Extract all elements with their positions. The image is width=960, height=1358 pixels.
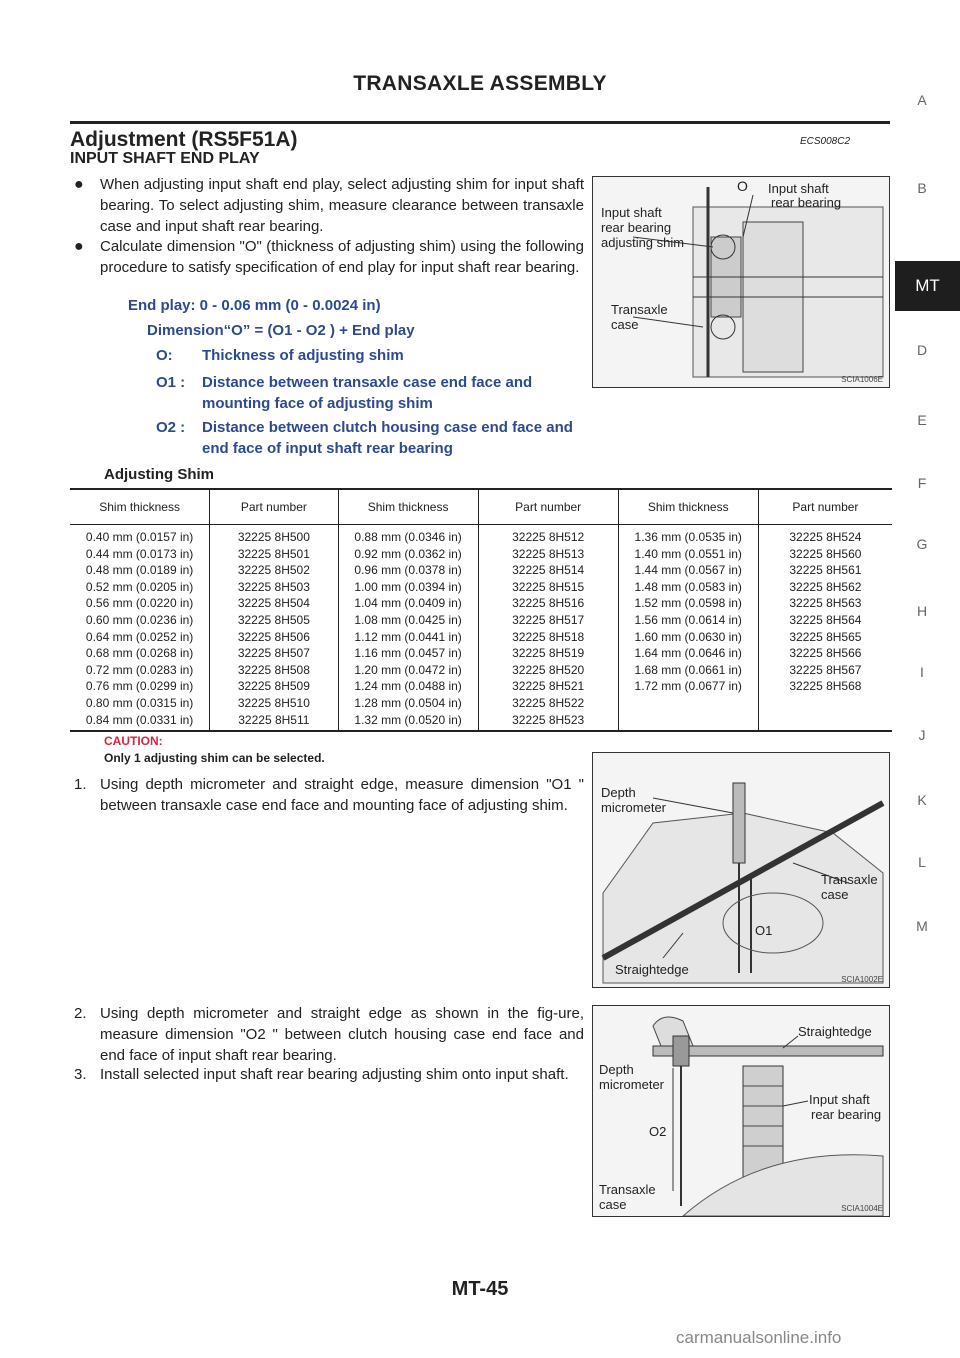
- page-header-title: TRANSAXLE ASSEMBLY: [353, 72, 607, 95]
- table-cell: 32225 8H508: [237, 662, 310, 677]
- fig3-label: Transaxle: [599, 1182, 656, 1197]
- figure-id: SCIA1004E: [841, 1204, 883, 1213]
- def-key: O2 :: [156, 419, 186, 436]
- adjusting-shim-table: [70, 488, 892, 732]
- table-cell: 32225 8H505: [237, 612, 310, 627]
- table-cell: 32225 8H513: [512, 546, 585, 561]
- table-cell: 32225 8H519: [512, 646, 585, 661]
- table-header: Shim thickness: [618, 489, 758, 525]
- table-cell: 32225 8H564: [789, 612, 862, 627]
- fig3-label: Straightedge: [798, 1024, 872, 1039]
- table-cell: 32225 8H517: [512, 612, 585, 627]
- step-number: 2.: [74, 1005, 87, 1022]
- table-cell: 0.56 mm (0.0220 in): [85, 596, 194, 611]
- fig2-label: O1: [755, 923, 773, 938]
- table-cell: 0.96 mm (0.0378 in): [354, 563, 462, 578]
- table-cell: 32225 8H566: [789, 646, 862, 661]
- spec-formula: Dimension“O” = (O1 - O2 ) + End play: [147, 322, 415, 339]
- fig2-label: Transaxle: [821, 872, 878, 887]
- side-tab-l[interactable]: L: [918, 854, 926, 870]
- table-cell: 32225 8H503: [237, 579, 310, 594]
- header-rule: [70, 121, 890, 124]
- table-cell: 1.36 mm (0.0535 in): [634, 530, 742, 544]
- table-cell: 32225 8H560: [789, 546, 862, 561]
- figure-id: SCIA1006E: [841, 375, 883, 384]
- step-text: Install selected input shaft rear bearing adjusting shim onto input shaft.: [100, 1066, 569, 1083]
- fig2-label: Depth: [601, 785, 636, 800]
- table-cell: 1.72 mm (0.0677 in): [634, 679, 742, 694]
- table-cell: 32225 8H514: [512, 563, 585, 578]
- table-cell: 32225 8H561: [789, 563, 862, 578]
- side-tab-d[interactable]: D: [916, 342, 928, 358]
- figure-measure-o2: [592, 1005, 890, 1217]
- table-row: [70, 525, 892, 732]
- table-cell: 1.44 mm (0.0567 in): [634, 563, 742, 578]
- table-cell: 32225 8H511: [238, 712, 310, 727]
- step-item: [74, 774, 584, 816]
- figure-2-illustration: [593, 753, 889, 987]
- fig1-label: rear bearing: [601, 220, 672, 235]
- table-cell: 32225 8H512: [512, 530, 585, 544]
- side-tab-a[interactable]: A: [917, 92, 927, 108]
- fig1-label: rear bearing: [771, 195, 842, 210]
- step-number: 3.: [74, 1066, 87, 1083]
- table-cell: 1.40 mm (0.0551 in): [634, 546, 742, 561]
- bullet-dot-icon: ●: [74, 238, 84, 255]
- bullet-text: When adjusting input shaft end play, select adjusting shim for input shaft bearing. To select adjusting shim, measure clearance between transaxle case and input shaft rear bearing.: [100, 176, 584, 235]
- table-cell: 32225 8H506: [237, 629, 310, 644]
- fig2-label: case: [821, 887, 849, 902]
- side-tab-i[interactable]: I: [920, 664, 924, 680]
- table-cell: 32225 8H515: [512, 579, 585, 594]
- column-values: [760, 529, 891, 695]
- table-cell: 0.48 mm (0.0189 in): [85, 563, 194, 578]
- side-tab-f[interactable]: F: [917, 475, 927, 491]
- table-cell: 1.56 mm (0.0614 in): [634, 612, 742, 627]
- table-cell-column: [210, 525, 338, 732]
- fig3-label: Depth: [599, 1062, 634, 1077]
- table-header: Shim thickness: [338, 489, 478, 525]
- table-cell: 0.64 mm (0.0252 in): [85, 629, 194, 644]
- table-cell: 32225 8H521: [512, 679, 585, 694]
- table-cell: 32225 8H509: [237, 679, 310, 694]
- table-cell: 32225 8H518: [512, 629, 585, 644]
- table-cell: 32225 8H523: [512, 712, 585, 727]
- table-cell: 0.76 mm (0.0299 in): [85, 679, 194, 694]
- table-cell: 32225 8H568: [789, 679, 862, 694]
- side-tab-mt[interactable]: MT: [895, 261, 960, 311]
- table-cell: 32225 8H562: [789, 579, 862, 594]
- table-cell: 1.20 mm (0.0472 in): [354, 662, 462, 677]
- spec-end-play: End play: 0 - 0.06 mm (0 - 0.0024 in): [128, 297, 381, 314]
- spec-def-row: [0, 347, 600, 367]
- spec-def-row: [0, 417, 600, 459]
- figure-measure-o1: [592, 752, 890, 988]
- table-header: Part number: [758, 489, 892, 525]
- table-cell: 0.52 mm (0.0205 in): [85, 579, 194, 594]
- table-header-row: [70, 489, 892, 525]
- def-key: O1 :: [156, 374, 186, 391]
- table-cell: 1.24 mm (0.0488 in): [354, 679, 462, 694]
- table-cell: 1.00 mm (0.0394 in): [354, 579, 462, 594]
- caution-text: Only 1 adjusting shim can be selected.: [104, 751, 325, 765]
- table-cell: 1.12 mm (0.0441 in): [354, 629, 462, 644]
- def-value: Distance between transaxle case end face and mounting face of adjusting shim: [202, 374, 533, 412]
- table-cell: 32225 8H507: [237, 646, 310, 661]
- table-cell: 1.32 mm (0.0520 in): [354, 712, 462, 727]
- table-cell: 32225 8H567: [789, 662, 862, 677]
- table-cell: 32225 8H522: [512, 695, 585, 710]
- fig3-label: case: [599, 1197, 627, 1212]
- def-value: Distance between clutch housing case end face and end face of input shaft rear bearing: [202, 419, 573, 457]
- table-cell-column: [338, 525, 478, 732]
- table-cell: 0.80 mm (0.0315 in): [85, 695, 194, 710]
- bullet-item: [74, 236, 584, 278]
- table-header: Part number: [478, 489, 618, 525]
- table-cell: 1.64 mm (0.0646 in): [634, 646, 742, 661]
- table-cell: 32225 8H510: [237, 695, 310, 710]
- side-tab-e[interactable]: E: [917, 412, 927, 428]
- bullet-item: [74, 174, 584, 237]
- table-header: Shim thickness: [70, 489, 210, 525]
- table-cell: 0.44 mm (0.0173 in): [85, 546, 194, 561]
- column-values: [620, 529, 757, 695]
- fig1-label: Input shaft: [768, 181, 829, 196]
- fig1-label: O: [737, 178, 748, 194]
- fig3-label: O2: [649, 1124, 667, 1139]
- step-text: Using depth micrometer and straight edge as shown in the fig-ure, measure dimension "O2 " between clutch housing case end face and end face of input shaft rear bearing.: [100, 1005, 584, 1064]
- fig2-label: micrometer: [601, 800, 667, 815]
- side-tab-g[interactable]: G: [916, 536, 928, 552]
- table-cell: 0.84 mm (0.0331 in): [85, 712, 194, 727]
- fig1-label: case: [611, 317, 639, 332]
- table-cell: 1.68 mm (0.0661 in): [634, 662, 742, 677]
- table-cell: 32225 8H520: [512, 662, 585, 677]
- table-cell: 1.52 mm (0.0598 in): [634, 596, 742, 611]
- table-cell: 32225 8H501: [237, 546, 310, 561]
- fig3-label: rear bearing: [811, 1107, 882, 1122]
- table-cell: 32225 8H516: [512, 596, 585, 611]
- spec-def-row: [0, 372, 600, 414]
- bullet-dot-icon: ●: [74, 176, 84, 193]
- table-cell-column: [758, 525, 892, 732]
- table-cell: 32225 8H524: [789, 530, 862, 544]
- side-tab-m[interactable]: M: [916, 918, 928, 934]
- table-cell-column: [618, 525, 758, 732]
- fig1-label: Transaxle: [611, 302, 668, 317]
- column-values: [211, 529, 336, 728]
- table-cell: 1.16 mm (0.0457 in): [354, 646, 462, 661]
- fig1-label: Input shaft: [601, 205, 662, 220]
- step-item: [74, 1003, 584, 1066]
- table-cell: 0.60 mm (0.0236 in): [85, 612, 194, 627]
- caution-title: CAUTION:: [104, 734, 163, 748]
- fig2-label: Straightedge: [615, 962, 689, 977]
- step-text: Using depth micrometer and straight edge, measure dimension "O1 " between transaxle case end face and mounting face of adjusting shim.: [100, 776, 584, 814]
- side-tab-k[interactable]: K: [917, 792, 927, 808]
- side-tab-h[interactable]: H: [916, 603, 928, 619]
- table-cell: 32225 8H563: [789, 596, 862, 611]
- table-cell: 0.40 mm (0.0157 in): [85, 530, 194, 544]
- table-cell-column: [70, 525, 210, 732]
- page-number: MT-45: [451, 1278, 509, 1300]
- column-values: [480, 529, 617, 728]
- figure-id: SCIA1002E: [841, 975, 883, 984]
- fig1-label: adjusting shim: [601, 235, 685, 250]
- column-values: [71, 529, 208, 728]
- table-cell: 1.48 mm (0.0583 in): [634, 579, 742, 594]
- step-number: 1.: [74, 776, 87, 793]
- step-item: [74, 1064, 584, 1085]
- section-code: ECS008C2: [800, 136, 851, 147]
- section-subtitle: INPUT SHAFT END PLAY: [70, 150, 260, 167]
- table-cell: 32225 8H502: [237, 563, 310, 578]
- section-title: Adjustment (RS5F51A): [70, 128, 298, 151]
- table-cell: 1.60 mm (0.0630 in): [634, 629, 742, 644]
- table-cell: 0.68 mm (0.0268 in): [85, 646, 194, 661]
- table-cell: 0.92 mm (0.0362 in): [354, 546, 462, 561]
- table-title: Adjusting Shim: [104, 466, 214, 483]
- column-values: [340, 529, 477, 728]
- def-key: O:: [156, 347, 173, 364]
- table-cell: 1.08 mm (0.0425 in): [354, 612, 462, 627]
- table-cell: 1.04 mm (0.0409 in): [354, 596, 462, 611]
- fig3-label: micrometer: [599, 1077, 665, 1092]
- figure-input-shaft-shim: [592, 176, 890, 388]
- table-cell: 1.28 mm (0.0504 in): [354, 695, 462, 710]
- table-cell-column: [478, 525, 618, 732]
- table-cell: 0.88 mm (0.0346 in): [354, 530, 462, 544]
- watermark: carmanualsonline.info: [676, 1328, 842, 1347]
- bullet-text: Calculate dimension "O" (thickness of adjusting shim) using the following procedure to satisfy specification of end play for input shaft rear bearing.: [100, 238, 584, 276]
- table-cell: 32225 8H504: [237, 596, 310, 611]
- side-tab-b[interactable]: B: [917, 180, 927, 196]
- table-header: Part number: [210, 489, 338, 525]
- side-tab-j[interactable]: J: [918, 727, 926, 743]
- table-cell: 32225 8H500: [237, 530, 310, 544]
- table-cell: 32225 8H565: [789, 629, 862, 644]
- fig3-label: Input shaft: [809, 1092, 870, 1107]
- def-value: Thickness of adjusting shim: [202, 347, 404, 364]
- table-cell: 0.72 mm (0.0283 in): [85, 662, 194, 677]
